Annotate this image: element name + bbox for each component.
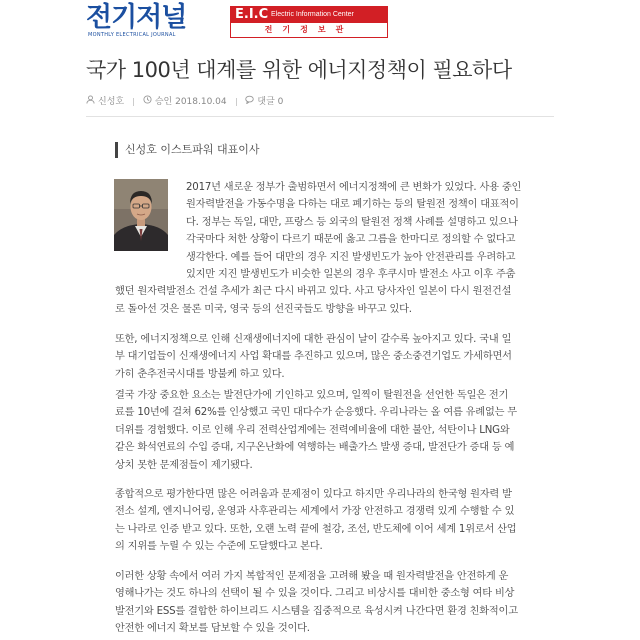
- article-paragraph: [115, 387, 517, 474]
- paragraph-line: 종합적으로 평가한다면 많은 어려움과 문제점이 있다고 하지만 우리나라의 한국형 원자력 발: [115, 489, 512, 500]
- paragraph-line: 의 지위를 누릴 수 있는 수준에 도달했다고 본다.: [115, 541, 323, 553]
- meta-divider: [133, 98, 134, 106]
- site-header: [0, 0, 640, 44]
- paragraph-line: 2017년 새로운 정부가 출범하면서 에너지정책에 큰 변화가 있었다. 사용 중인: [186, 182, 522, 193]
- paragraph-line: 부 대기업들이 신재생에너지 사업 확대를 추진하고 있으며, 많은 중소중견기업도 가세하면서: [115, 351, 512, 363]
- article-author[interactable]: 신성호: [98, 96, 125, 107]
- article-paragraph: [115, 179, 521, 318]
- paragraph-line: 생각한다. 예를 들어 대만의 경우 지진 발생빈도가 높아 안전관리를 우려하고: [186, 251, 516, 263]
- article-paragraph: [115, 331, 512, 383]
- paragraph-line: 상치 못한 문제점들이 제기됐다.: [115, 459, 253, 471]
- comment-count-link[interactable]: 댓글 0: [257, 96, 284, 107]
- meta-divider: [236, 98, 237, 106]
- user-icon: [86, 95, 95, 108]
- article-paragraph: [115, 486, 516, 556]
- paragraph-line: 결국 가장 중요한 요소는 발전단가에 기인하고 있으며, 일찍이 탈원전을 선언한 독일은 전기: [115, 390, 509, 401]
- paragraph-line: 전소 설계, 엔지니어링, 운영과 사후관리는 세계에서 가장 안전하고 경쟁력 있게 수행할 수 있: [115, 506, 515, 518]
- paragraph-line: 다. 정부는 독일, 대만, 프랑스 등 외국의 탈원전 정책 사례를 설명하고 있으나: [186, 216, 518, 228]
- logo-subtext: MONTHLY ELECTRICAL JOURNAL: [88, 32, 176, 38]
- article-approved-date: 승인 2018.10.04: [154, 96, 227, 107]
- paragraph-line: 이러한 상황 속에서 여러 가지 복합적인 문제점을 고려해 봤을 때 원자력발전을 안전하게 운: [115, 571, 509, 582]
- paragraph-line: 료를 10년에 걸쳐 62%를 인상했고 국민 대다수가 순응했다. 우리나라는 올 여름 유례없는 무: [115, 407, 517, 419]
- paragraph-line: 했던 원자력발전소 건설 추세가 최근 다시 바뀌고 있다. 사고 당사자인 일본이 다시 원전건설: [115, 286, 512, 298]
- paragraph-line: 영해나가는 것도 하나의 선택이 될 수 있을 것이다. 그리고 비상시를 대비한 중소형 여타 비상: [115, 588, 515, 600]
- paragraph-line: 로 돌아선 것은 물론 미국, 영국 등의 선진국들도 방향을 바꾸고 있다.: [115, 303, 412, 315]
- eic-banner-top: [231, 7, 387, 23]
- eic-name-ko: 전기정보관: [264, 25, 354, 34]
- paragraph-line: 발전기와 ESS를 결합한 하이브리드 시스템을 집중적으로 육성시켜 나간다면 환경 친화적이고: [115, 605, 518, 617]
- eic-name-en: Electric Information Center: [271, 11, 354, 18]
- article-meta: [86, 95, 283, 108]
- clock-icon: [143, 95, 152, 108]
- paragraph-line: 더위를 경험했다. 이로 인해 우리 전력산업계에는 전력예비율에 대한 불안, 석탄이나 LNG와: [115, 424, 510, 436]
- header-divider: [86, 116, 554, 117]
- article-title: 국가 100년 대계를 위한 에너지정책이 필요하다: [86, 58, 512, 82]
- paragraph-line: 원자력발전을 가동수명을 다하는 대로 폐기하는 등의 탈원전 정책이 대표적이: [186, 199, 519, 211]
- paragraph-line: 가히 춘추전국시대를 방불케 하고 있다.: [115, 368, 285, 380]
- eic-logo: E.I.C: [235, 7, 269, 22]
- paragraph-line: 는 나라로 인증 받고 있다. 또한, 오랜 노력 끝에 철강, 조선, 반도체에 이어 세계 1위로서 산업: [115, 523, 517, 535]
- comment-icon: [245, 95, 254, 108]
- site-logo[interactable]: [86, 4, 186, 38]
- article-byline: 신성호 이스트파워 대표이사: [115, 142, 260, 158]
- paragraph-line: 같은 화석연료의 수입 증대, 지구온난화에 역행하는 배출가스 발생 증대, 발전단가 증대 등 예: [115, 442, 515, 454]
- paragraph-line: 있지만 지진 발생빈도가 비슷한 일본의 경우 후쿠시마 발전소 사고 이후 주춤: [186, 269, 516, 281]
- logo-text: 전기저널: [86, 2, 187, 33]
- paragraph-line: 각국마다 처한 상황이 다르기 때문에 옳고 그름을 한마디로 정의할 수 없다고: [186, 234, 516, 246]
- paragraph-line: 또한, 에너지정책으로 인해 신재생에너지에 대한 관심이 날이 갈수록 높아지고 있다. 국내 일: [115, 334, 512, 345]
- eic-banner[interactable]: [230, 6, 388, 38]
- article-paragraph: [115, 568, 518, 638]
- paragraph-line: 안전한 에너지 확보를 담보할 수 있을 것이다.: [115, 623, 310, 635]
